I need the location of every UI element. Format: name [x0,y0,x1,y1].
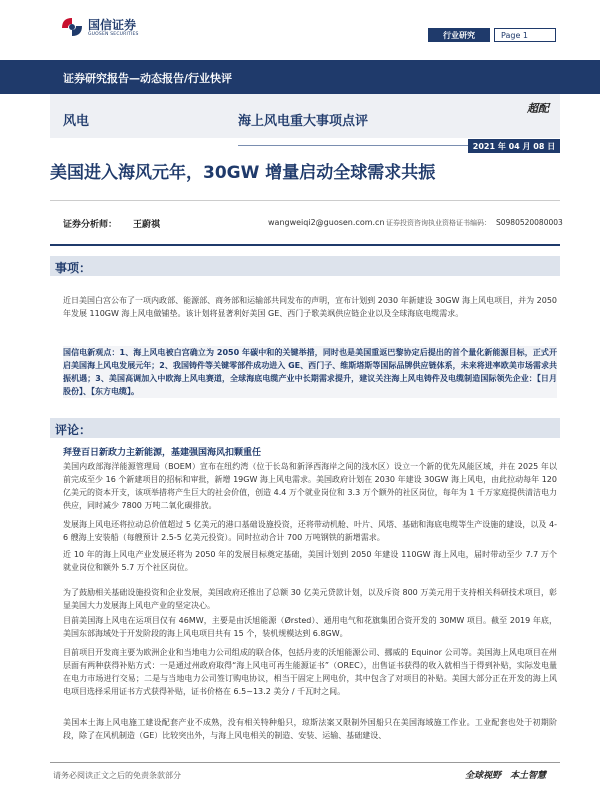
events-heading: 事项： [55,261,92,275]
paragraph-2050: 近 10 年的海上风电产业发展还将为 2050 年的发展目标奠定基础，美国计划到 2050 年建设 110GW 海上风电，届时带动至少 7.7 万个就业岗位和额外 5.7 万个社区岗位。 [63,550,557,572]
paragraph-loan: 为了鼓励相关基础设施投资和企业发展，美国政府还推出了总额 30 亿美元贷款计划，以及斥资 800 万美元用于支持相关科研技术项目，彰显美国大力发展海上风电产业的坚定决心。 [63,588,557,610]
view-paragraph: 国信电新观点：1、海上风电被白宫确立为 2050 年碳中和的关键举措，同时也是美国重返巴黎协定后提出的首个量化新能源目标，正式开启美国海上风电发展元年；2、我国铸件等关键零部件成功进入 GE、西门子、维斯塔斯等国际品牌供应链体系，未来将进率欧美市场需求共振机遇；3、美国高调加入中欧海上风电赛道，全球海底电缆产业中长期需求提升，建议关注海上风电铸件及电缆制造国际领先企业：【日月股份】、【东方电缆】。 [63,348,557,396]
events-paragraph: 近日美国白宫公布了一项内政部、能源部、商务部和运输部共同发布的声明，宣布计划到 2030 年新建设 30GW 海上风电项目，并为 2050 年发展 110GW 海上风电做铺垫。该计划将显著利好美国 GE、西门子歌美飒供应链企业以及全球海底电缆需求。 [63,296,557,318]
section-divider [50,244,560,246]
paragraph-port: 发展海上风电还将拉动总价值超过 5 亿美元的港口基础设施投资，还将带动机舱、叶片、风塔、基础和海底电缆等生产设施的建设，以及 4-6 艘海上安装船（每艘预计 2.5-5 亿美元投资）。同时拉动合计 700 万吨钢铁的新增需求。 [63,520,557,542]
report-date: 2021 年 04 月 08 日 [468,139,560,153]
license-label: 证券投资咨询执业资格证书编码： [386,219,491,227]
topic-label: 海上风电重大事项点评 [238,114,369,129]
events-header-band [50,256,560,276]
logo [60,14,180,44]
rating-label: 超配 [527,102,549,115]
logo-subtext: GUOSEN SECURITIES [88,32,139,37]
page-number: Page 1 [494,28,556,42]
paragraph-developers: 目前项目开发商主要为欧洲企业和当地电力公司组成的联合体，包括丹麦的沃旭能源公司、挪威的 Equinor 公司等。美国海上风电项目在州层面有两种获得补贴方式：一是通过州政府取得“海上风电可再生能源证书”（OREC），出售证书获得的收入就相当于得到补贴，实际发电量在电力市场进行交易；二是与当地电力公司签订购电协议，相当于固定上网电价，其中包含了对项目的补贴。美国大部分正在开发的海上风电项目选择采用证书方式获得补贴，证书价格在 6.5~13.2 美分 / 千瓦时之间。 [63,648,557,696]
date-divider [238,145,468,146]
paragraph-boem: 美国内政部海洋能源管理局（BOEM）宣布在纽约湾（位于长岛和新泽西海岸之间的浅水区）设立一个新的优先风能区域，并在 2025 年以前完成至少 16 个新建项目的招标和审批，新增 19GW 海上风电需求。美国政府计划在 2030 年建设 30GW 海上风电，由此拉动每年 120 亿美元的资本开支，该项举措将产生巨大的社会价值，创造 4.4 万个就业岗位和 3.3 万个额外的社区岗位，每年为 1 千万家庭提供清洁电力供应，同时减少 7800 万吨二氧化碳排放。 [63,462,557,510]
footer-divider [50,762,560,763]
footer-slogan: 全球视野 本土智慧 [465,771,547,781]
paragraph-industry: 美国本土海上风电施工建设配套产业不成熟，没有相关特种船只，琼斯法案又限制外国船只在美国海域施工作业。工业配套也处于初期阶段，除了在风机制造（GE）比较突出外，与海上风电相关的制造、安装、运输、基础建设、 [63,718,557,740]
logo-text: 国信证券 [88,18,137,32]
report-category-tag: 行业研究 [428,28,490,42]
page-title: 美国进入海风元年，30GW 增量启动全球需求共振 [50,163,436,183]
comment-heading: 评论： [55,423,92,437]
subsection-heading: 拜登百日新政力主新能源，基建强国海风扣颗重任 [63,448,262,458]
license-number: S0980520080003 [496,218,563,227]
divider [50,200,560,201]
sector-label: 风电 [63,114,90,129]
report-type: 证券研究报告—动态报告/行业快评 [63,72,233,85]
paragraph-current: 目前美国海上风电在运项目仅有 46MW，主要是由沃旭能源（Ørsted）、通用电气和花旗集团合资开发的 30MW 项目。截至 2019 年底，美国东部海域处于开发阶段的海上风电项目共有 15 个，装机规模达到 6.8GW。 [63,616,557,638]
comment-header-band [50,418,560,438]
analyst-label: 证券分析师： [63,220,118,230]
analyst-email: wangweiqi2@guosen.com.cn [268,218,385,227]
date-bar [238,139,560,153]
analyst-name: 王蔚祺 [133,220,161,230]
logo-mark-icon [60,16,84,38]
footer-disclaimer: 请务必阅读正文之后的免责条款部分 [53,771,181,780]
